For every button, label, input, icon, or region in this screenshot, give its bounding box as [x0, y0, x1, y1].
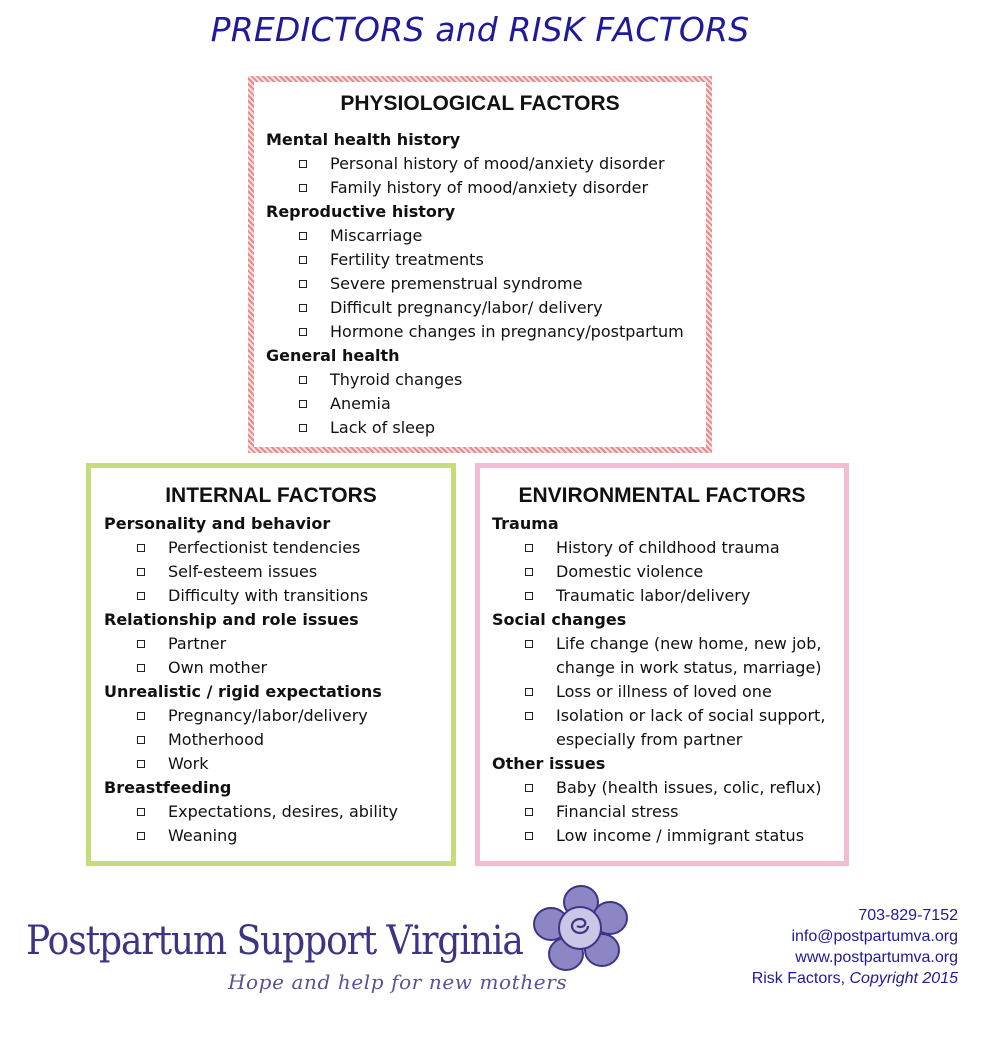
factor-text: Thyroid changes	[330, 370, 463, 389]
factor-text: History of childhood trauma	[556, 538, 780, 557]
factor-list	[104, 536, 451, 608]
factor-item	[492, 800, 844, 824]
factor-text: Family history of mood/anxiety disorder	[330, 178, 649, 197]
factor-group	[104, 608, 451, 680]
factor-item	[266, 368, 706, 392]
checkbox-icon	[525, 688, 533, 696]
factor-text: Baby (health issues, colic, reflux)	[556, 778, 822, 797]
checkbox-icon	[299, 280, 307, 288]
factor-text: Difficult pregnancy/labor/ delivery	[330, 298, 603, 317]
factor-item	[104, 800, 451, 824]
factor-item-continuation	[492, 728, 844, 752]
checkbox-icon	[137, 760, 145, 768]
checkbox-icon	[299, 160, 307, 168]
checkbox-icon	[299, 232, 307, 240]
factor-item	[266, 272, 706, 296]
factor-group	[492, 608, 844, 752]
factor-item	[492, 536, 844, 560]
factor-item	[104, 536, 451, 560]
factor-item	[266, 176, 706, 200]
checkbox-icon	[525, 832, 533, 840]
checkbox-icon	[299, 304, 307, 312]
checkbox-icon	[137, 832, 145, 840]
factor-group	[104, 680, 451, 776]
factor-item	[492, 680, 844, 704]
checkbox-icon	[525, 592, 533, 600]
internal-content	[91, 512, 451, 848]
factor-group	[492, 512, 844, 608]
factor-item	[266, 416, 706, 440]
checkbox-icon	[525, 712, 533, 720]
copyright-prefix: Risk Factors,	[751, 970, 850, 987]
contact-info	[752, 905, 958, 989]
factor-text: Domestic violence	[556, 562, 704, 581]
checkbox-icon	[525, 784, 533, 792]
factor-text: Work	[168, 754, 209, 773]
factor-text: Traumatic labor/delivery	[556, 586, 751, 605]
factor-list	[492, 632, 844, 752]
factor-list	[104, 800, 451, 848]
phone-number: 703-829-7152	[858, 907, 958, 924]
factor-text: Anemia	[330, 394, 391, 413]
checkbox-icon	[525, 808, 533, 816]
group-label: Unrealistic / rigid expectations	[104, 682, 382, 701]
factor-text: Difficulty with transitions	[168, 586, 369, 605]
factor-text: Low income / immigrant status	[556, 826, 805, 845]
psv-logo	[26, 882, 616, 1012]
factor-text: Self-esteem issues	[168, 562, 318, 581]
physiological-heading: PHYSIOLOGICAL FACTORS	[340, 92, 620, 115]
factor-item	[266, 392, 706, 416]
group-label: Personality and behavior	[104, 514, 331, 533]
page-title: PREDICTORS and RISK FACTORS	[210, 10, 750, 49]
environmental-factors-box	[475, 463, 849, 866]
factor-list	[492, 776, 844, 848]
factor-item	[104, 728, 451, 752]
physiological-content	[254, 128, 706, 440]
checkbox-icon	[137, 568, 145, 576]
factor-text: Perfectionist tendencies	[168, 538, 361, 557]
factor-item	[492, 824, 844, 848]
factor-item	[492, 584, 844, 608]
logo-tagline: Hope and help for new mothers	[228, 970, 568, 994]
factor-text: Pregnancy/labor/delivery	[168, 706, 368, 725]
internal-factors-box	[86, 463, 456, 866]
factor-item	[492, 776, 844, 800]
checkbox-icon	[137, 544, 145, 552]
group-label: Reproductive history	[266, 202, 456, 221]
flower-icon	[526, 882, 636, 982]
factor-item	[104, 704, 451, 728]
checkbox-icon	[299, 376, 307, 384]
checkbox-icon	[137, 808, 145, 816]
logo-name: Postpartum Support Virginia	[26, 918, 523, 964]
checkbox-icon	[137, 736, 145, 744]
group-label: Trauma	[492, 514, 559, 533]
factor-list	[104, 632, 451, 680]
checkbox-icon	[525, 568, 533, 576]
factor-text: Loss or illness of loved one	[556, 682, 772, 701]
group-label: Breastfeeding	[104, 778, 232, 797]
factor-item-continuation	[492, 656, 844, 680]
factor-item	[104, 656, 451, 680]
checkbox-icon	[525, 640, 533, 648]
factor-item	[104, 584, 451, 608]
copyright-line	[752, 968, 958, 989]
factor-text: Own mother	[168, 658, 268, 677]
factor-list	[266, 224, 706, 344]
factor-list	[492, 536, 844, 608]
group-label: General health	[266, 346, 400, 365]
checkbox-icon	[137, 664, 145, 672]
environmental-heading: ENVIRONMENTAL FACTORS	[518, 484, 806, 507]
factor-item	[266, 152, 706, 176]
factor-item	[104, 824, 451, 848]
factor-text: Life change (new home, new job,	[556, 634, 822, 653]
environmental-content	[480, 512, 844, 848]
factor-item	[266, 224, 706, 248]
factor-item	[104, 752, 451, 776]
checkbox-icon	[299, 256, 307, 264]
factor-text: Fertility treatments	[330, 250, 484, 269]
email-address[interactable]: info@postpartumva.org	[791, 928, 958, 945]
factor-item	[492, 632, 844, 656]
factor-group	[492, 752, 844, 848]
checkbox-icon	[299, 328, 307, 336]
factor-text: Severe premenstrual syndrome	[330, 274, 583, 293]
factor-item	[266, 320, 706, 344]
internal-heading: INTERNAL FACTORS	[165, 484, 377, 507]
factor-item	[266, 296, 706, 320]
factor-list	[266, 368, 706, 440]
factor-list	[104, 704, 451, 776]
group-label: Social changes	[492, 610, 627, 629]
group-label: Relationship and role issues	[104, 610, 359, 629]
factor-text: Miscarriage	[330, 226, 423, 245]
factor-list	[266, 152, 706, 200]
factor-item	[104, 632, 451, 656]
factor-text: Hormone changes in pregnancy/postpartum	[330, 322, 684, 341]
factor-text: Partner	[168, 634, 227, 653]
factor-text: change in work status, marriage)	[556, 658, 822, 677]
checkbox-icon	[299, 184, 307, 192]
group-label: Mental health history	[266, 130, 461, 149]
factor-text: Lack of sleep	[330, 418, 435, 437]
checkbox-icon	[137, 640, 145, 648]
checkbox-icon	[525, 544, 533, 552]
factor-text: Motherhood	[168, 730, 265, 749]
factor-item	[492, 704, 844, 728]
factor-text: Financial stress	[556, 802, 679, 821]
factor-group	[266, 128, 706, 200]
factor-text: Weaning	[168, 826, 238, 845]
factor-item	[266, 248, 706, 272]
factor-text: Isolation or lack of social support,	[556, 706, 826, 725]
factor-item	[104, 560, 451, 584]
factor-text: especially from partner	[556, 730, 743, 749]
factor-group	[266, 344, 706, 440]
factor-text: Personal history of mood/anxiety disorder	[330, 154, 665, 173]
factor-group	[104, 776, 451, 848]
factor-item	[492, 560, 844, 584]
physiological-factors-box	[248, 76, 712, 453]
factor-group	[266, 200, 706, 344]
website-url[interactable]: www.postpartumva.org	[795, 949, 958, 966]
copyright-text: Copyright 2015	[849, 970, 958, 987]
checkbox-icon	[299, 424, 307, 432]
checkbox-icon	[299, 400, 307, 408]
group-label: Other issues	[492, 754, 606, 773]
checkbox-icon	[137, 592, 145, 600]
checkbox-icon	[137, 712, 145, 720]
factor-group	[104, 512, 451, 608]
factor-text: Expectations, desires, ability	[168, 802, 399, 821]
